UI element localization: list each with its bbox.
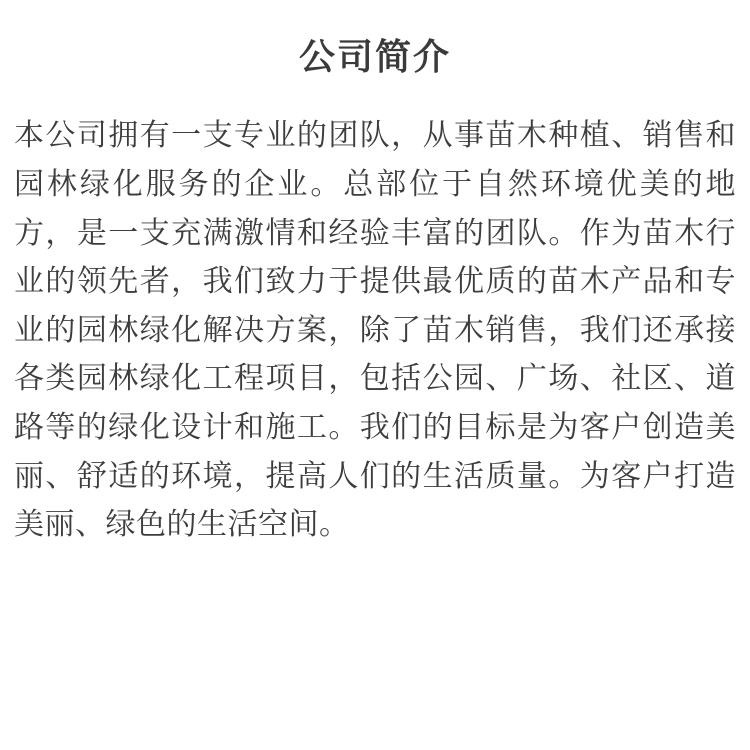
company-introduction-paragraph: 本公司拥有一支专业的团队，从事苗木种植、销售和园林绿化服务的企业。总部位于自然环境优美的地方，是一支充满激情和经验丰富的团队。作为苗木行业的领先者，我们致力于提供最优质的苗木产品和专业的园林绿化解决方案，除了苗木销售，我们还承接各类园林绿化工程项目，包括公园、广场、社区、道路等的绿化设计和施工。我们的目标是为客户创造美丽、舒适的环境，提高人们的生活质量。为客户打造美丽、绿色的生活空间。 (14, 119, 736, 542)
page-title: 公司简介 (298, 36, 451, 77)
